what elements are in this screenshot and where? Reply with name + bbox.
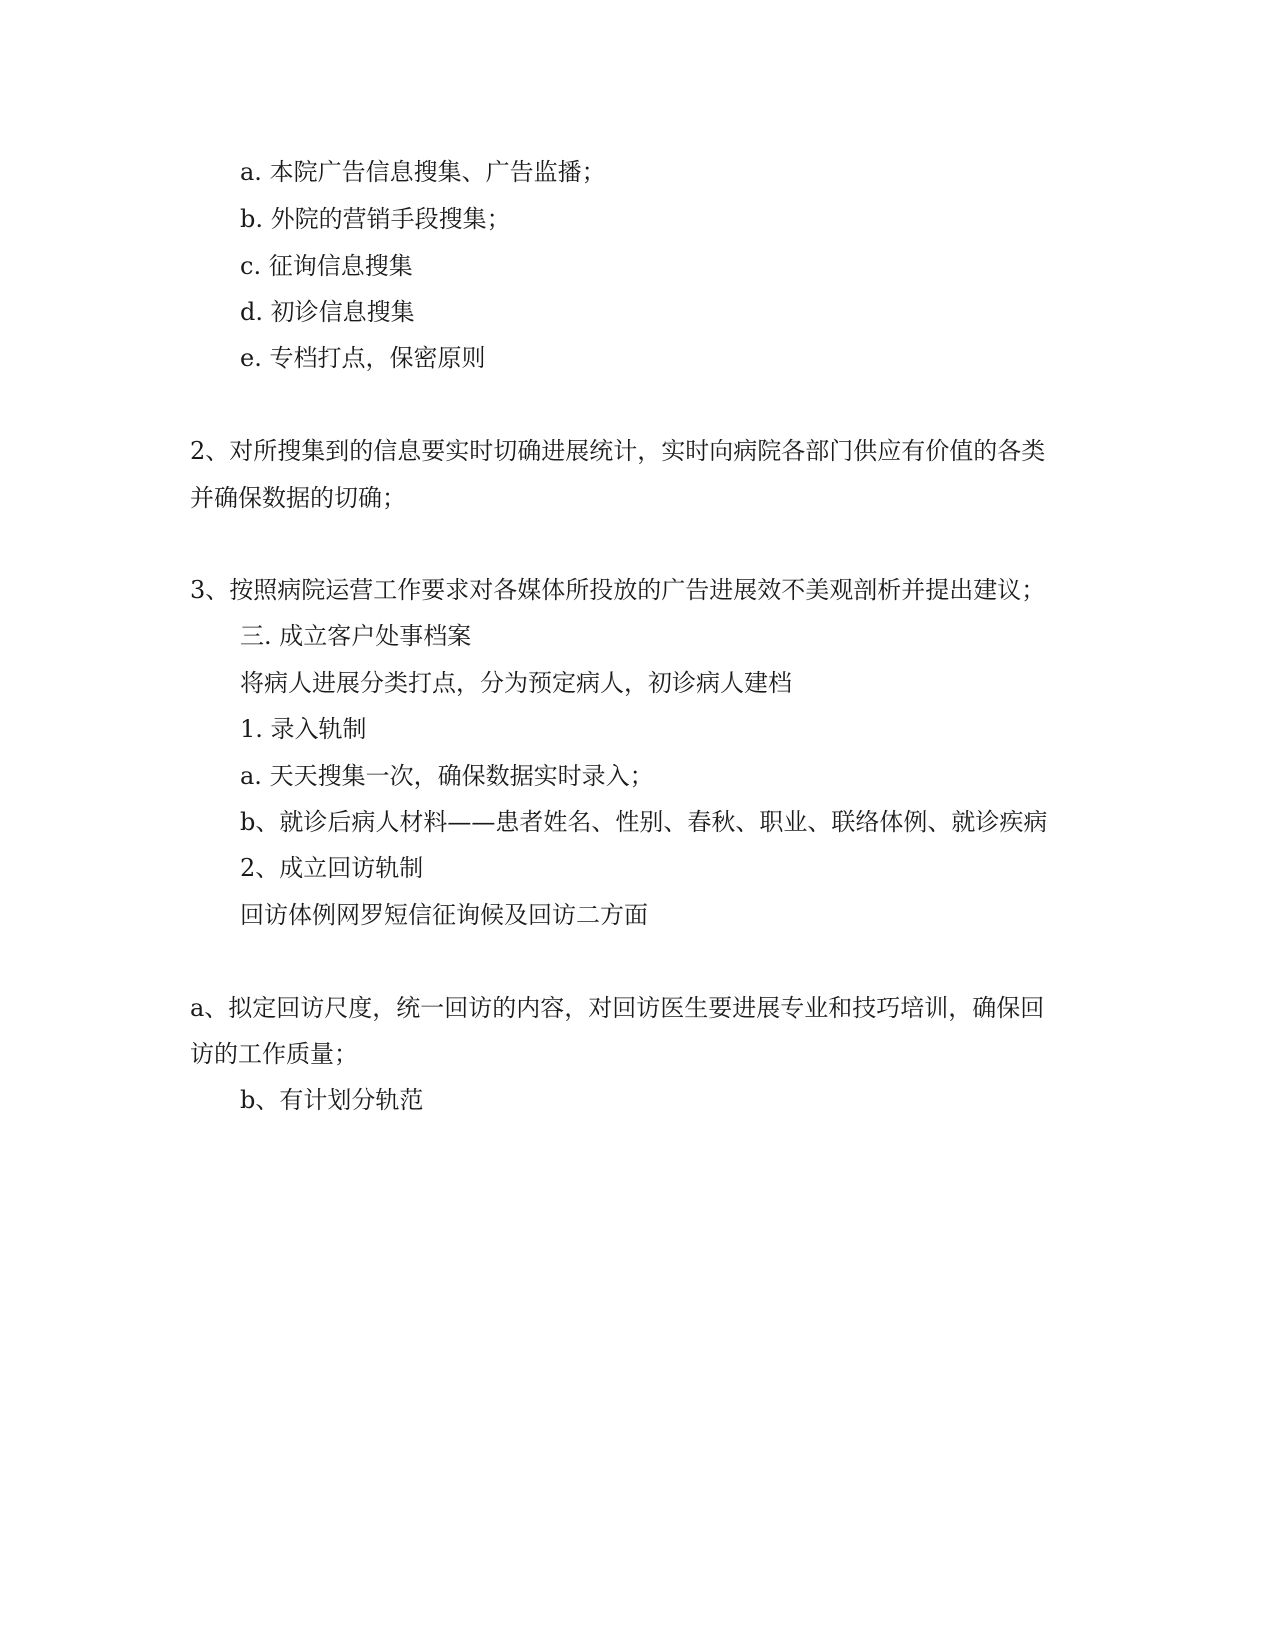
section-heading-3: 三. 成立客户处事档案: [240, 622, 472, 650]
list-item-a-standards-line-1: a、拟定回访尺度，统一回访的内容，对回访医生要进展专业和技巧培训，确保回: [190, 994, 1045, 1022]
list-item-b-patient-info: b、就诊后病人材料——患者姓名、性别、春秋、职业、联络体例、就诊疾病: [240, 808, 1048, 836]
list-item-a-standards-line-2: 访的工作质量；: [190, 1040, 358, 1068]
subheading-entry-system: 1. 录入轨制: [240, 715, 367, 743]
list-item-a-ad-collection: a. 本院广告信息搜集、广告监播；: [240, 158, 606, 186]
subheading-followup-system: 2、成立回访轨制: [240, 854, 424, 882]
paragraph-2-line-2: 并确保数据的切确；: [190, 484, 406, 512]
list-item-b-competitor: b. 外院的营销手段搜集；: [240, 205, 511, 233]
list-item-a-daily: a. 天天搜集一次，确保数据实时录入；: [240, 762, 654, 790]
list-item-b-plan: b、有计划分轨范: [240, 1086, 424, 1114]
paragraph-classification: 将病人进展分类打点，分为预定病人，初诊病人建档: [240, 669, 792, 697]
list-item-e-archive: e. 专档打点，保密原则: [240, 344, 486, 372]
paragraph-2-line-1: 2、对所搜集到的信息要实时切确进展统计，实时向病院各部门供应有价值的各类: [190, 437, 1046, 465]
paragraph-followup-methods: 回访体例网罗短信征询候及回访二方面: [240, 901, 648, 929]
list-item-c-inquiry: c. 征询信息搜集: [240, 252, 413, 280]
list-item-d-first-visit: d. 初诊信息搜集: [240, 298, 415, 326]
paragraph-3: 3、按照病院运营工作要求对各媒体所投放的广告进展效不美观剖析并提出建议；: [190, 576, 1046, 604]
